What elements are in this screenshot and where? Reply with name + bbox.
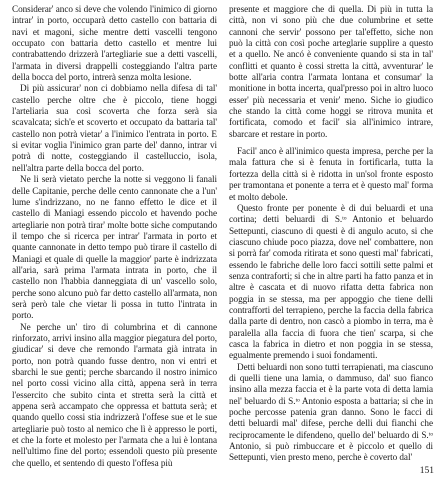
paragraph: Questo fronte per ponente è di dui beluardi et una cortina; detti beluardi di S.ᵗᵒ Antonio et beluardo Settepunti, ciascuno di questi è di angulo acuto, si che ciascuno chiude poco piazza, dove nel' combattere, non si porrà far' comoda ritirata et sono questi mal' fabricati, essendo le fabriche delle loro facci sottili sette palmi et senza contraforti; si che in altre parti ha fatto panza et in altre è cascata et di nuovo rifatta detta fabrica non poggia in se stessa, ma per appoggio che tiene delli contrafforti del terrapieno, perche la faccia della fabrica dalla parte di dentro, non cascò a piombo in terra, ma è paralella alla faccia di fuora che tien' scarpa, si che casca la fabrica in dietro et non poggia in se stessa, egualmente premendo i suoi fondamenti. (229, 202, 433, 361)
left-text-column (12, 4, 217, 469)
right-text-column (229, 4, 433, 464)
paragraph: Di più assicurar' non ci dobbiamo nella difesa di tal' castello perche oltre che è piccolo, tiene hoggi l'arteliaria sua così scoverta che forza serà sia scavalcata; sich'e et scoverto et occupato da battaria tal' castello non potrà vietar' a l'inimico l'entrata in porto. E si evitar voglia l'inimico gran parte del' danno, intrar vi potrà di notte, costeggiando il castelluccio, isola, nell'altra parte della bocca del porto. (12, 83, 217, 173)
paragraph: Considerar' anco si deve che volendo l'inimico di giorno intrar' in porto, occuparà detto castello con battaria di navi et magoni, siche mentre detti vascelli tengono occupato con battaria detto castello et mentre lui contrabattendo drizzerà l'artegliarie sue a detti vascelli, l'armata in diversi drappelli costeggiando l'altra parte della bocca del porto, intrerà senza molta lesione. (12, 4, 217, 83)
paragraph: presente et maggiore che di quella. Di più in tutta la città, non vi sono più che due columbrine et sette cannoni che servir' possono per tal'effetto, siche non può la città con così poche arteglarie supplire a questo et a quello. Ne ancó è conveniente quando si sta in tal' conflitti et quanto è cossi stretta la città, avventurar' le botte all'aria contra l'armata lontana et consumar' la monitione in botta incerta, qual'presso poi in altro luoco esser' più necessaria et venir' meno. Siche io giudico che stando la città come hoggi se ritrova munita et fortificata, comodo et facil' sia all'inimico intrare, sbarcare et restare in porto. (229, 4, 433, 139)
page-number: 151 (419, 466, 434, 476)
paragraph: Detti beluardi non sono tutti terrapienati, ma ciascuno di quelli tiene una lamia, o dammuso, dal' suo fianco insino alla mezza faccia et è la parte vota di detta lamia nel' beluardo di S.ᵗᵒ Antonio esposta a battaria; si che in poche percosse patenia gran danno. Sono le facci di detti beluardi mal' difese, perche delli dui fianchi che reciprocamente le difendeno, quello del' beluardo di S.ᵗᵒ Antonio, si può rimbuccare et è piccolo et quello di Settepunti, vien presto meno, perche è coverto dal' (229, 361, 433, 463)
paragraph: Facil' anco è all'inimico questa impresa, perche per la mala fattura che si è fenuta in fortificarla, tutta la fortezza della città si è ridotta in un'sol fronte esposto per tramontana et ponente a terra et è questo mal' forma et molto debole. (229, 146, 433, 202)
paragraph: Ne li serà vietato perche la notte si veggono li fanali delle Capitanie, perche delle cento cannonate che a l'un' lume s'indrizzano, no ne fanno effetto le dice et il castello di Maniagi essendo piccolo et havendo poche artegliarie non potrà tirar' molte botte siche computando il tempo che si ricerca per intrar' l'armata in porto et quante cannonate in detto tempo può tirare il castello di Maniagi et quale di quelle la maggior' parte è indrizzata all'aria, sarà prima l'armata intrata in porto, che il castello non l'habbia danneggiata di un' vascello solo, perche sono alcuno può far detto castello all'armata, non serà però tale che vietar li possa in tutto l'intrata in porto. (12, 174, 217, 321)
paragraph: Ne perche un' tiro di columbrina et di cannone rinforzato, arrivi insino alla maggior piegatura del porto, giudicar' si deve che remondo l'armata già intrata in porto, non potrà quando fusse dentro, non vi entri et sbarchi le sue genti; perche sbarcando il nostro inimico nel porto cossi vicino alla città, appena serà in terra l'essercito che subito cinta et stretta serà la città et appena serà accampato che oppressa et battuta serà; et quando quello cossi stia indrizzerà l'offese sue et le sue artegliarie può tosto al nemico che lì è appresso le porti, et che la forte et molesto per l'armata che a lui è lontana nell'ultimo fine del porto; essendoli questo più presente che quello, et sentendo di questo l'offesa più (12, 321, 217, 468)
